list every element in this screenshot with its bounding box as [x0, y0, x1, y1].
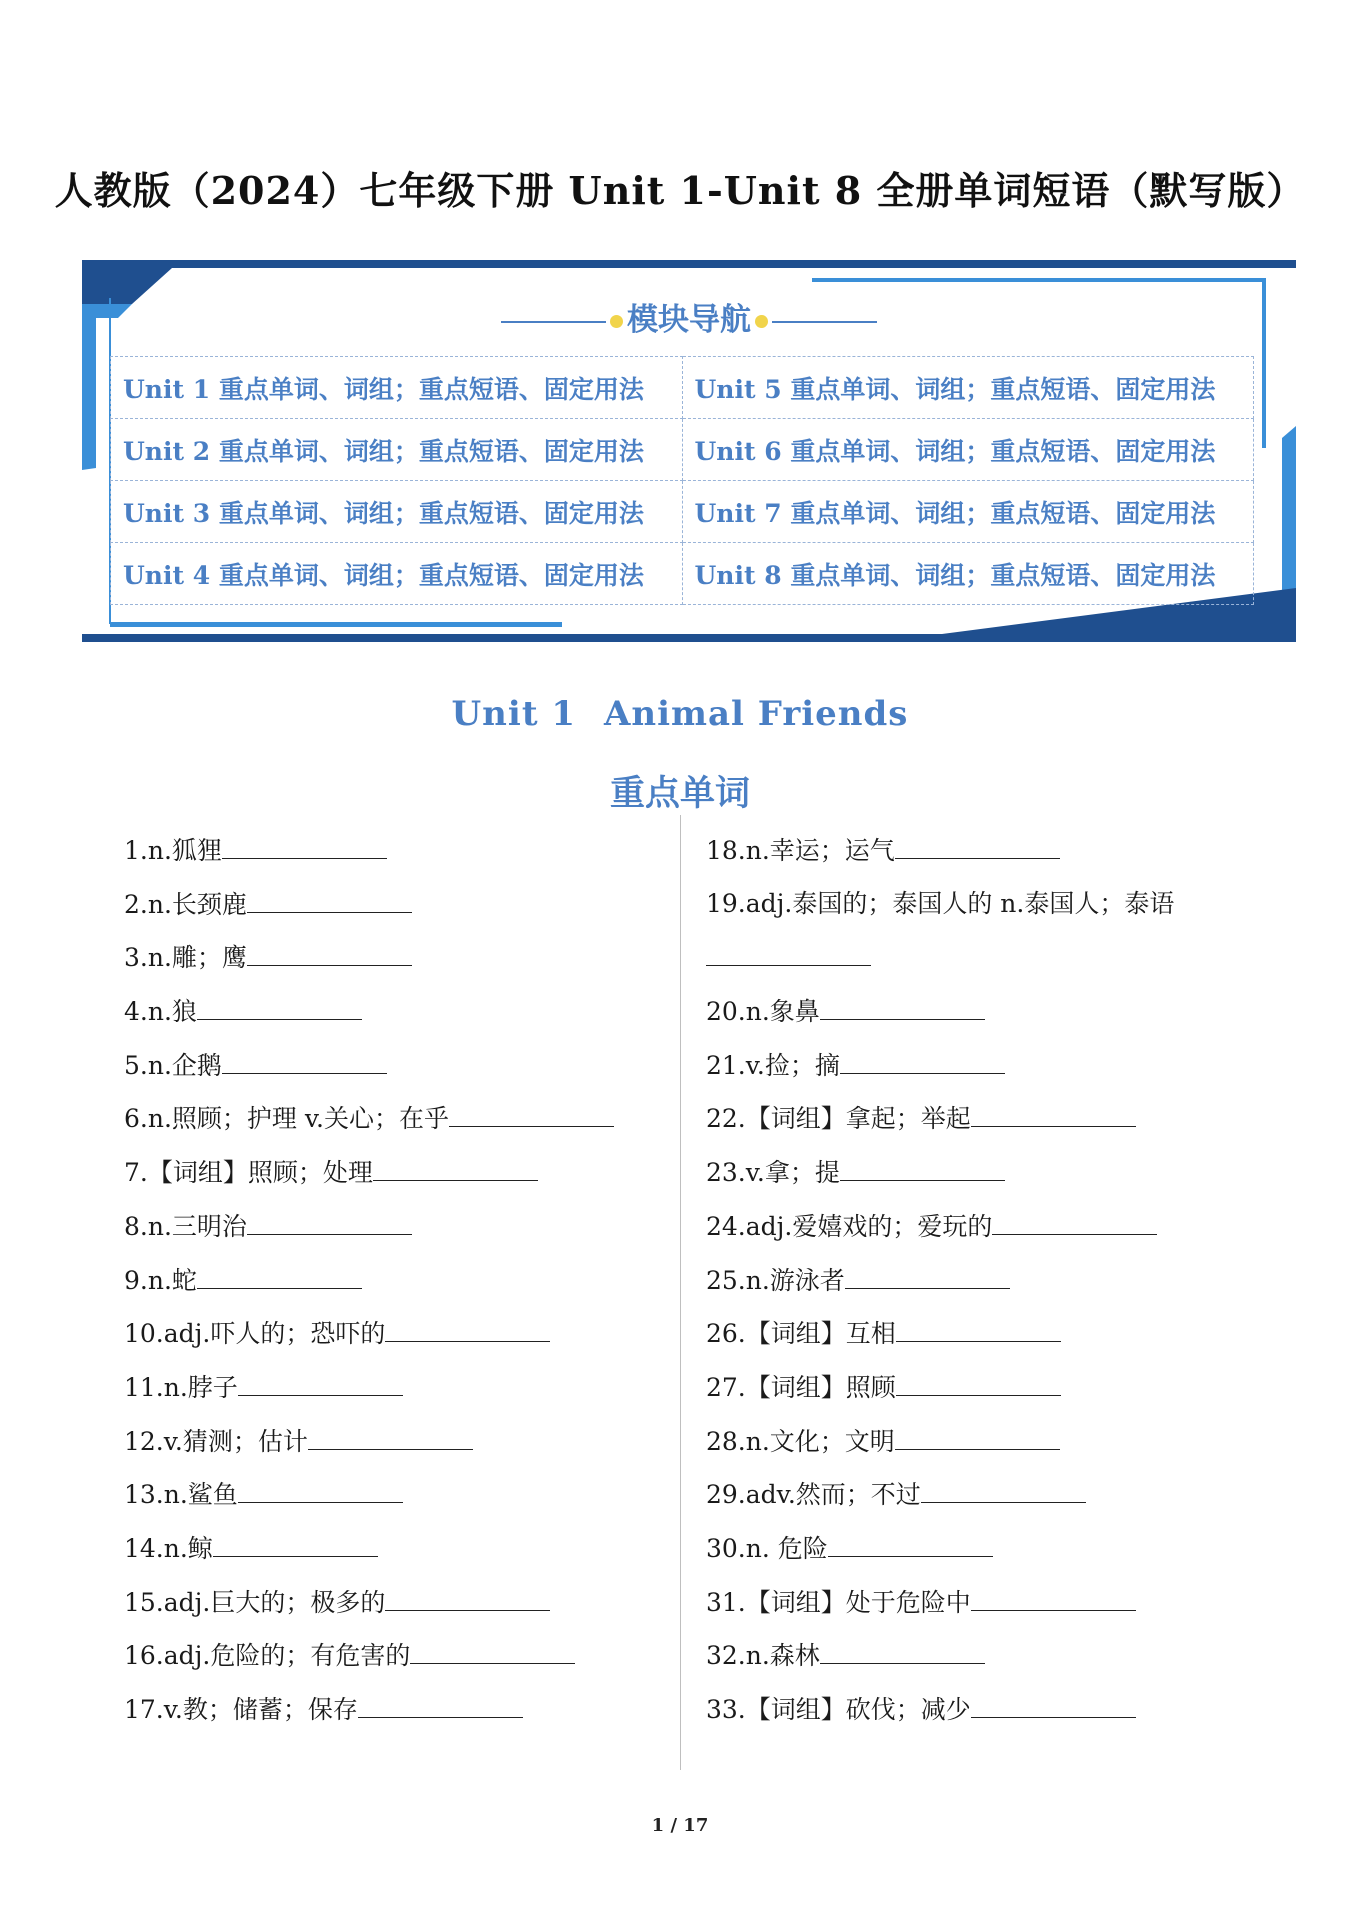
module-navigation-banner: [82, 258, 1296, 644]
nav-link-unit-4[interactable]: Unit 4 重点单词、词组；重点短语、固定用法: [111, 543, 683, 605]
answer-blank[interactable]: [449, 1098, 614, 1127]
answer-blank[interactable]: [197, 991, 362, 1020]
word-prompt: 16.adj.危险的；有危害的: [124, 1641, 411, 1671]
answer-blank[interactable]: [222, 1045, 387, 1074]
word-prompt: 30.n. 危险: [706, 1533, 828, 1563]
answer-blank[interactable]: [385, 1313, 550, 1342]
word-item: [124, 1474, 614, 1528]
word-item: [706, 830, 1174, 884]
word-prompt: 31.【词组】处于危险中: [706, 1587, 971, 1617]
answer-blank[interactable]: [197, 1260, 362, 1289]
word-item: [124, 1421, 614, 1475]
word-item: [124, 1152, 614, 1206]
word-prompt: 8.n.三明治: [124, 1211, 247, 1241]
word-item: [706, 1528, 1174, 1582]
word-prompt: 24.adj.爱嬉戏的；爱玩的: [706, 1211, 993, 1241]
word-item: [124, 884, 614, 938]
answer-blank[interactable]: [238, 1474, 403, 1503]
nav-link-unit-6[interactable]: Unit 6 重点单词、词组；重点短语、固定用法: [682, 419, 1254, 481]
unit-heading: [0, 694, 1360, 734]
answer-blank[interactable]: [247, 1206, 412, 1235]
word-item: [124, 1098, 614, 1152]
word-item: [124, 1367, 614, 1421]
word-item: [124, 937, 614, 991]
right-word-list: [706, 830, 1174, 1743]
answer-blank[interactable]: [238, 1367, 403, 1396]
heading-line-left: [501, 321, 606, 323]
word-item: [706, 1421, 1174, 1475]
word-prompt: 15.adj.巨大的；极多的: [124, 1587, 386, 1617]
nav-link-unit-3[interactable]: Unit 3 重点单词、词组；重点短语、固定用法: [111, 481, 683, 543]
word-prompt: 21.v.捡；摘: [706, 1050, 840, 1080]
answer-blank[interactable]: [895, 1421, 1060, 1450]
nav-heading-text: 模块导航: [627, 302, 751, 338]
word-item: [124, 1528, 614, 1582]
answer-blank[interactable]: [840, 1045, 1005, 1074]
column-divider: [680, 815, 681, 1770]
answer-blank[interactable]: [840, 1152, 1005, 1181]
word-item: [706, 1474, 1174, 1528]
word-prompt: 3.n.雕；鹰: [124, 943, 247, 973]
answer-blank[interactable]: [921, 1474, 1086, 1503]
nav-link-unit-8[interactable]: Unit 8 重点单词、词组；重点短语、固定用法: [682, 543, 1254, 605]
word-item: [706, 884, 1174, 938]
word-item: [124, 1582, 614, 1636]
answer-blank[interactable]: [992, 1206, 1157, 1235]
page-number: 1 / 17: [651, 1815, 709, 1836]
word-item: [124, 1260, 614, 1314]
answer-blank[interactable]: [820, 991, 985, 1020]
heading-dot-left: [610, 315, 623, 328]
answer-blank[interactable]: [373, 1152, 538, 1181]
word-prompt: 22.【词组】拿起；举起: [706, 1104, 971, 1134]
word-prompt: 28.n.文化；文明: [706, 1426, 895, 1456]
answer-blank[interactable]: [385, 1582, 550, 1611]
word-prompt: 10.adj.吓人的；恐吓的: [124, 1319, 386, 1349]
word-item: [706, 1689, 1174, 1743]
nav-heading: [82, 294, 1296, 339]
word-item: [124, 1635, 614, 1689]
nav-row: [111, 419, 1254, 481]
answer-blank[interactable]: [895, 830, 1060, 859]
answer-blank[interactable]: [706, 937, 871, 966]
word-prompt: 5.n.企鹅: [124, 1050, 222, 1080]
answer-blank[interactable]: [410, 1635, 575, 1664]
word-item: [706, 1582, 1174, 1636]
word-prompt: 12.v.猜测；估计: [124, 1426, 308, 1456]
word-prompt: 2.n.长颈鹿: [124, 889, 247, 919]
answer-blank[interactable]: [971, 1689, 1136, 1718]
word-prompt: 29.adv.然而；不过: [706, 1480, 921, 1510]
unit-name: Animal Friends: [604, 694, 909, 734]
word-item-continuation: [706, 937, 1174, 991]
word-prompt: 19.adj.泰国的；泰国人的 n.泰国人；泰语: [706, 888, 1175, 918]
heading-dot-right: [755, 315, 768, 328]
section-heading: 重点单词: [609, 773, 750, 814]
answer-blank[interactable]: [358, 1689, 523, 1718]
word-prompt: 9.n.蛇: [124, 1265, 197, 1295]
heading-line-right: [772, 321, 877, 323]
answer-blank[interactable]: [828, 1528, 993, 1557]
nav-link-unit-2[interactable]: Unit 2 重点单词、词组；重点短语、固定用法: [111, 419, 683, 481]
answer-blank[interactable]: [222, 830, 387, 859]
word-prompt: 14.n.鲸: [124, 1533, 213, 1563]
word-item: [124, 1313, 614, 1367]
word-item: [706, 1313, 1174, 1367]
word-item: [124, 1045, 614, 1099]
answer-blank[interactable]: [247, 937, 412, 966]
word-prompt: 7.【词组】照顾；处理: [124, 1158, 373, 1188]
word-item: [706, 1152, 1174, 1206]
word-item: [706, 1367, 1174, 1421]
word-item: [706, 1260, 1174, 1314]
nav-link-unit-5[interactable]: Unit 5 重点单词、词组；重点短语、固定用法: [682, 357, 1254, 419]
word-prompt: 20.n.象鼻: [706, 997, 820, 1027]
answer-blank[interactable]: [213, 1528, 378, 1557]
unit-number: Unit 1: [451, 694, 577, 734]
answer-blank[interactable]: [896, 1367, 1061, 1396]
answer-blank[interactable]: [896, 1313, 1061, 1342]
nav-table: [110, 356, 1254, 605]
nav-link-unit-7[interactable]: Unit 7 重点单词、词组；重点短语、固定用法: [682, 481, 1254, 543]
word-prompt: 33.【词组】砍伐；减少: [706, 1695, 971, 1724]
word-item: [706, 1045, 1174, 1099]
word-item: [706, 1206, 1174, 1260]
nav-link-unit-1[interactable]: Unit 1 重点单词、词组；重点短语、固定用法: [111, 357, 683, 419]
nav-row: [111, 543, 1254, 605]
answer-blank[interactable]: [247, 884, 412, 913]
left-word-list: [124, 830, 614, 1743]
word-item: [124, 1689, 614, 1743]
word-item: [124, 1206, 614, 1260]
word-item: [124, 991, 614, 1045]
nav-row: [111, 481, 1254, 543]
word-prompt: 27.【词组】照顾: [706, 1372, 896, 1402]
word-prompt: 32.n.森林: [706, 1641, 820, 1671]
word-prompt: 26.【词组】互相: [706, 1319, 896, 1349]
word-prompt: 1.n.狐狸: [124, 836, 222, 865]
word-prompt: 23.v.拿；提: [706, 1158, 840, 1188]
word-item: [706, 1635, 1174, 1689]
word-prompt: 25.n.游泳者: [706, 1265, 845, 1295]
nav-row: [111, 357, 1254, 419]
answer-blank[interactable]: [971, 1582, 1136, 1611]
word-prompt: 13.n.鲨鱼: [124, 1480, 238, 1510]
answer-blank[interactable]: [820, 1635, 985, 1664]
answer-blank[interactable]: [308, 1421, 473, 1450]
word-prompt: 4.n.狼: [124, 997, 197, 1027]
word-item: [706, 991, 1174, 1045]
word-prompt: 11.n.脖子: [124, 1372, 238, 1402]
answer-blank[interactable]: [845, 1260, 1010, 1289]
page-title: 人教版（2024）七年级下册 Unit 1-Unit 8 全册单词短语（默写版）: [54, 168, 1306, 213]
word-item: [706, 1098, 1174, 1152]
word-prompt: 17.v.教；储蓄；保存: [124, 1695, 358, 1724]
word-item: [124, 830, 614, 884]
word-prompt: 18.n.幸运；运气: [706, 836, 895, 865]
word-prompt: 6.n.照顾；护理 v.关心；在乎: [124, 1104, 449, 1134]
answer-blank[interactable]: [971, 1098, 1136, 1127]
